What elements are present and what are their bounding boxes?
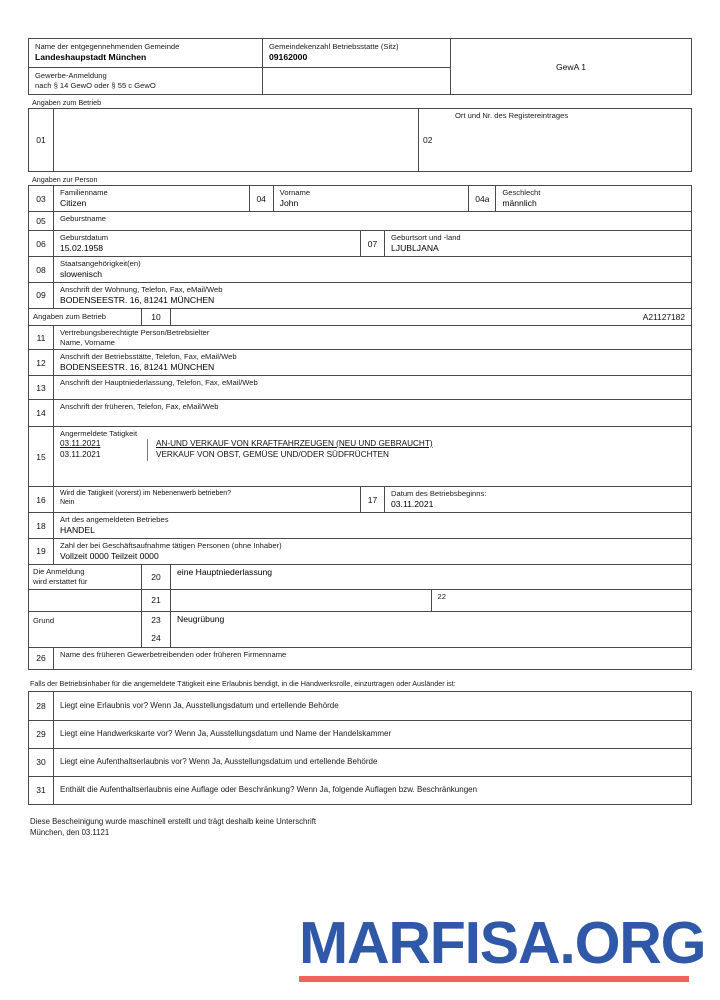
- field-18-number: 18: [29, 513, 54, 538]
- field-24: [171, 629, 691, 647]
- row-sideline-and-start: [29, 486, 691, 512]
- field-16-label: Wird die Tatigkeit (vorerst) im Nebenenwerb betrieben?: [60, 490, 232, 498]
- field-11: [54, 326, 691, 349]
- row-21-22: [29, 589, 691, 611]
- closing-line1: Diese Bescheinigung wurde maschinell erstellt und trägt deshalb keine Unterschrift: [30, 816, 317, 826]
- field-09-number: 09: [29, 283, 54, 308]
- reference-number: A21127182: [642, 311, 685, 322]
- field-30-number: 30: [29, 749, 54, 776]
- row-former-trader-name: [29, 647, 691, 669]
- field-19: [54, 539, 691, 564]
- field-08-number: 08: [29, 257, 54, 282]
- field-18: [54, 513, 691, 538]
- field-28-number: 28: [29, 692, 54, 720]
- field-01-number: 01: [29, 109, 54, 171]
- form-title-cell: [29, 67, 262, 94]
- field-13: [54, 376, 691, 399]
- field-26: [54, 648, 691, 669]
- field-12-label: Anschrift der Betriebsstätte, Telefon, Fax, eMail/Web: [60, 352, 237, 362]
- field-22-number: 22: [437, 591, 446, 601]
- activity-list: [60, 439, 686, 461]
- field-29-number: 29: [29, 721, 54, 748]
- municipality-code-cell: [263, 39, 450, 67]
- row-head-office-address: [29, 375, 691, 399]
- row-home-address: [29, 282, 691, 308]
- field-29-label: Liegt eine Handwerkskarte vor? Wenn Ja, Ausstellungsdatum und Name der Handelskammer: [60, 729, 392, 739]
- field-12-number: 12: [29, 350, 54, 375]
- form-id-label: GewA 1: [555, 61, 587, 72]
- field-16-value[interactable]: Nein: [60, 499, 75, 507]
- field-21: [171, 590, 431, 611]
- field-17: [385, 487, 691, 512]
- field-30: [54, 755, 691, 769]
- business-caption-2: Angaben zum Betrieb: [33, 312, 107, 322]
- municipality-code-label: Gemeindekenzahl Betriebsstatte (Sitz): [269, 42, 399, 51]
- registration-for-caption: [29, 565, 141, 589]
- field-15-number: 15: [29, 427, 54, 486]
- field-10-number: 10: [141, 309, 171, 325]
- permit-row-31: [29, 776, 691, 804]
- field-20: [171, 565, 691, 589]
- field-09: [54, 283, 691, 308]
- field-07-label: Geburtsort und -land: [391, 233, 461, 243]
- field-18-value[interactable]: HANDEL: [60, 524, 95, 535]
- form-title-line2: nach § 14 GewO oder § 55 c GewO: [35, 80, 156, 90]
- field-22: [431, 590, 692, 611]
- field-06-value[interactable]: 15.02.1958: [60, 242, 104, 253]
- gewerbe-anmeldung-form: [28, 38, 692, 838]
- field-07: [385, 231, 691, 256]
- field-13-label: Anschrift der Hauptniederlassung, Telefon, Fax, eMail/Web: [60, 378, 258, 388]
- municipality-cell: [29, 39, 262, 67]
- field-14-number: 14: [29, 400, 54, 426]
- field-17-number: 17: [360, 487, 385, 512]
- municipality-code-value: 09162000: [269, 51, 308, 62]
- row-birthname: [29, 211, 691, 230]
- field-05-number: 05: [29, 212, 54, 230]
- field-28-label: Liegt eine Erlaubnis vor? Wenn Ja, Ausstellungsdatum und ertellende Behörde: [60, 700, 339, 710]
- permits-block: [28, 691, 692, 805]
- field-29: [54, 727, 691, 741]
- field-31-label: Enthält die Aufenthaltserlaubnis eine Auflage oder Beschränkung? Wenn Ja, folgende Auflagen bzw. Beschränkungen: [60, 785, 478, 795]
- field-04a-label: Geschlecht: [502, 188, 541, 198]
- person-section-caption: Angaben zur Person: [32, 175, 98, 185]
- business-section-caption: Angaben zum Betrieb: [32, 98, 102, 108]
- field-20-number: 20: [141, 565, 171, 589]
- logo-text-dot: .: [559, 910, 575, 976]
- row-employee-count: [29, 538, 691, 564]
- field-03-value[interactable]: Citizen: [60, 198, 87, 209]
- field-16-number: 16: [29, 487, 54, 512]
- row-representative: [29, 325, 691, 349]
- field-01: [29, 109, 419, 171]
- field-19-value[interactable]: Vollzeit 0000 Teilzeit 0000: [60, 550, 159, 561]
- logo-text-primary: MARFISA: [299, 910, 560, 976]
- permit-row-28: [29, 692, 691, 720]
- field-31: [54, 783, 691, 797]
- logo-wordmark: [299, 910, 706, 976]
- closing-line2: München, den 03.1121: [30, 828, 110, 838]
- row-24-left-empty: [29, 629, 141, 647]
- activity-date-1: 03.11.2021: [60, 449, 101, 459]
- field-06: [54, 231, 360, 256]
- row-name: [29, 186, 691, 211]
- row-nationality: [29, 256, 691, 282]
- field-06-number: 06: [29, 231, 54, 256]
- municipality-value: Landeshaupstadt München: [35, 51, 147, 62]
- field-28: [54, 699, 691, 713]
- field-14-label: Anschrift der früheren, Telefon, Fax, eMail/Web: [60, 402, 219, 412]
- field-20-value[interactable]: eine Hauptniederlassung: [177, 566, 273, 577]
- row-21-left-empty: [29, 590, 141, 611]
- field-15-label: Angermeldete Tatigkeit: [60, 429, 138, 439]
- field-04-label: Vorname: [279, 188, 311, 198]
- row-reason: [29, 611, 691, 629]
- activity-text-1[interactable]: VERKAUF VON OBST, GEMÜSE UND/ODER SÜDFRÜCHTEN: [156, 449, 389, 459]
- code-empty-cell: [263, 67, 450, 93]
- field-17-value[interactable]: 03.11.2021: [391, 498, 434, 509]
- field-16: [54, 487, 360, 512]
- permit-row-29: [29, 720, 691, 748]
- field-11-label-line1: Vertrebungsberechtigte Person/Betrebsielter: [60, 327, 210, 337]
- row-birth: [29, 230, 691, 256]
- field-15: [54, 427, 691, 486]
- field-08-value[interactable]: slowenisch: [60, 268, 103, 279]
- municipality-label: Name der entgegennehmenden Gemeinde: [35, 42, 180, 51]
- field-04: [274, 186, 469, 211]
- field-01-value[interactable]: [54, 109, 418, 171]
- field-11-label-line2: Name, Vorname: [60, 337, 115, 347]
- field-09-value[interactable]: BODENSEESTR. 16, 81241 MÜNCHEN: [60, 294, 215, 305]
- business-block-01-02: [28, 108, 692, 172]
- field-12: [54, 350, 691, 375]
- field-23-number: 23: [141, 612, 171, 629]
- field-12-value[interactable]: BODENSEESTR. 16, 81241 MÜNCHEN: [60, 362, 215, 373]
- field-05: [54, 212, 691, 230]
- form-title-line1: Gewerbe-Anmeldung: [35, 70, 107, 80]
- field-03-label: Familienname: [60, 188, 108, 198]
- field-04-number: 04: [249, 186, 274, 211]
- field-03-number: 03: [29, 186, 54, 211]
- row-business-caption-10: [29, 308, 691, 325]
- field-23: [171, 612, 691, 629]
- field-02-number: 02: [423, 135, 433, 146]
- closing-note: [28, 816, 692, 839]
- marfisa-watermark-logo: [299, 910, 706, 982]
- logo-text-secondary: ORG: [574, 910, 706, 976]
- field-26-label: Name des früheren Gewerbetreibenden oder früheren Firmenname: [60, 649, 287, 659]
- field-07-value[interactable]: LJUBLJANA: [391, 242, 439, 253]
- form-header-block: [28, 38, 692, 95]
- activity-texts: [148, 439, 686, 461]
- activity-dates: [60, 439, 148, 461]
- header-code-column: [263, 39, 451, 94]
- row-activities: [29, 426, 691, 486]
- field-06-label: Geburstdatum: [60, 233, 109, 243]
- field-09-label: Anschrift der Wohnung, Telefon, Fax, eMail/Web: [60, 285, 223, 294]
- registration-for-line2: wird erstattet für: [33, 576, 88, 586]
- row-former-address: [29, 399, 691, 426]
- permit-row-30: [29, 748, 691, 776]
- field-03: [54, 186, 249, 211]
- field-17-label: Datum des Betriebsbeginns:: [391, 489, 487, 499]
- field-19-number: 19: [29, 539, 54, 564]
- field-26-number: 26: [29, 648, 54, 669]
- field-04-value[interactable]: John: [279, 198, 299, 209]
- field-24-number: 24: [141, 629, 171, 647]
- row-registration-for: [29, 564, 691, 589]
- row-business-address: [29, 349, 691, 375]
- field-21-number: 21: [141, 590, 171, 611]
- field-23-value[interactable]: Neugrübung: [177, 613, 225, 624]
- header-formid-column: [451, 39, 691, 94]
- field-19-label: Zahl der bei Geschäftsaufnahme tätigen Personen (ohne Inhaber): [60, 541, 282, 550]
- header-municipality-column: [29, 39, 263, 94]
- field-04a: [496, 186, 691, 211]
- field-14: [54, 400, 691, 426]
- field-02: [419, 109, 691, 171]
- field-30-label: Liegt eine Aufenthaltserlaubnis vor? Wenn Ja, Ausstellungsdatum und ertellende Behörde: [60, 757, 378, 767]
- activity-text-0[interactable]: AN-UND VERKAUF VON KRAFTFAHRZEUGEN (NEU UND GEBRAUCHT): [156, 438, 433, 448]
- field-08-label: Staatsangehörigkeit(en): [60, 259, 141, 269]
- field-07-number: 07: [360, 231, 385, 256]
- reason-caption: Grund: [33, 615, 55, 625]
- person-block: [28, 185, 692, 670]
- field-11-number: 11: [29, 326, 54, 349]
- activity-date-0: 03.11.2021: [60, 438, 101, 448]
- permits-note: Falls der Betriebsinhaber für die angemeldete Tätigkeit eine Erlaubnis bendigt, in die Handwerksrolle, einzurtragen oder Ausländer ist:: [30, 678, 456, 688]
- field-04a-value[interactable]: männlich: [502, 198, 537, 209]
- field-13-number: 13: [29, 376, 54, 399]
- field-10: [171, 309, 691, 325]
- field-31-number: 31: [29, 777, 54, 804]
- field-02-label: Ort und Nr. des Registereintrages: [455, 111, 569, 121]
- field-18-label: Art des angemeldeten Betriebes: [60, 515, 169, 525]
- field-08: [54, 257, 691, 282]
- registration-for-line1: Die Anmeldung: [33, 567, 85, 577]
- logo-underline-bar: [299, 976, 689, 982]
- row-business-type: [29, 512, 691, 538]
- field-04a-number: 04a: [468, 186, 496, 211]
- field-05-label: Geburstname: [60, 214, 107, 224]
- row-24: [29, 629, 691, 647]
